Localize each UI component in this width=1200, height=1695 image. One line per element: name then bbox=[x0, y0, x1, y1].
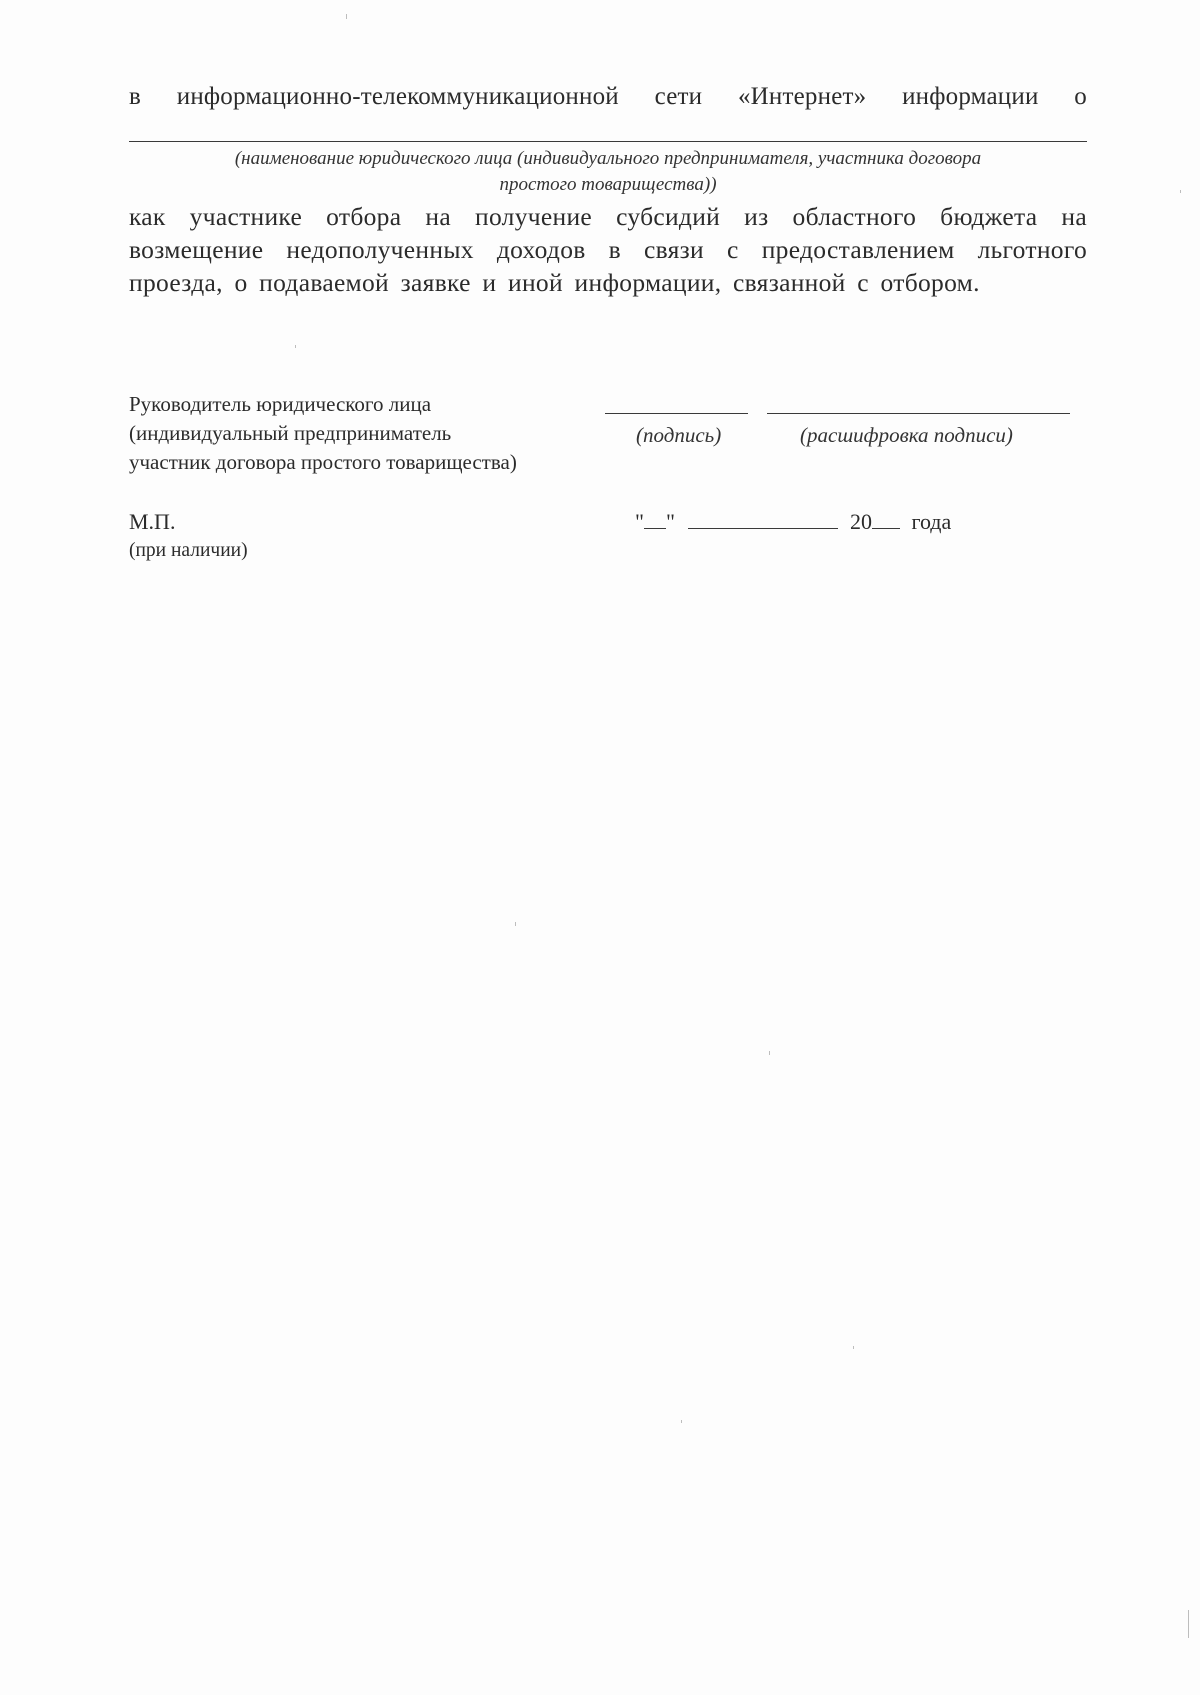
signatory-title-line2: (индивидуальный предприниматель bbox=[129, 421, 452, 445]
date-line bbox=[635, 508, 951, 536]
intro-line: в информационно-телекоммуникационной сети «Интернет» информации о bbox=[129, 83, 1087, 110]
signature-decode-caption: (расшифровка подписи) bbox=[800, 423, 1013, 447]
day-blank bbox=[644, 508, 666, 529]
org-name-caption-line1: (наименование юридического лица (индивидуального предпринимателя, участника договора bbox=[234, 148, 982, 169]
signature-blank-line bbox=[605, 413, 748, 414]
date-open-quote: " bbox=[635, 509, 644, 534]
year-blank bbox=[872, 508, 900, 529]
scan-speck bbox=[515, 922, 516, 926]
consent-body-text: как участнике отбора на получение субсидий из областного бюджета на возмещение недополученных доходов в связи с предоставлением льготного проезда, о подаваемой заявке и иной информации, связанной с отбором. bbox=[129, 202, 1087, 297]
signatory-title-line1: Руководитель юридического лица bbox=[129, 392, 432, 416]
org-name-caption bbox=[129, 146, 1087, 198]
scan-speck bbox=[346, 14, 347, 19]
stamp-label: М.П. bbox=[129, 509, 176, 534]
org-name-caption-line2: простого товарищества)) bbox=[499, 174, 717, 195]
date-close-quote: " bbox=[665, 509, 675, 534]
scan-speck bbox=[1180, 190, 1181, 193]
year-prefix: 20 bbox=[849, 509, 872, 534]
scan-speck bbox=[769, 1051, 770, 1055]
date-suffix: года bbox=[911, 509, 952, 534]
org-name-blank-line bbox=[129, 141, 1087, 142]
signature-caption: (подпись) bbox=[636, 423, 722, 447]
signatory-title bbox=[129, 390, 517, 477]
scan-speck bbox=[1188, 1610, 1189, 1638]
scan-speck bbox=[295, 345, 296, 348]
month-blank bbox=[688, 508, 838, 529]
signatory-title-line3: участник договора простого товарищества) bbox=[129, 450, 517, 474]
scan-speck bbox=[681, 1420, 682, 1423]
scan-speck bbox=[853, 1346, 854, 1349]
stamp-note: (при наличии) bbox=[129, 540, 248, 561]
signature-decode-blank-line bbox=[767, 413, 1070, 414]
